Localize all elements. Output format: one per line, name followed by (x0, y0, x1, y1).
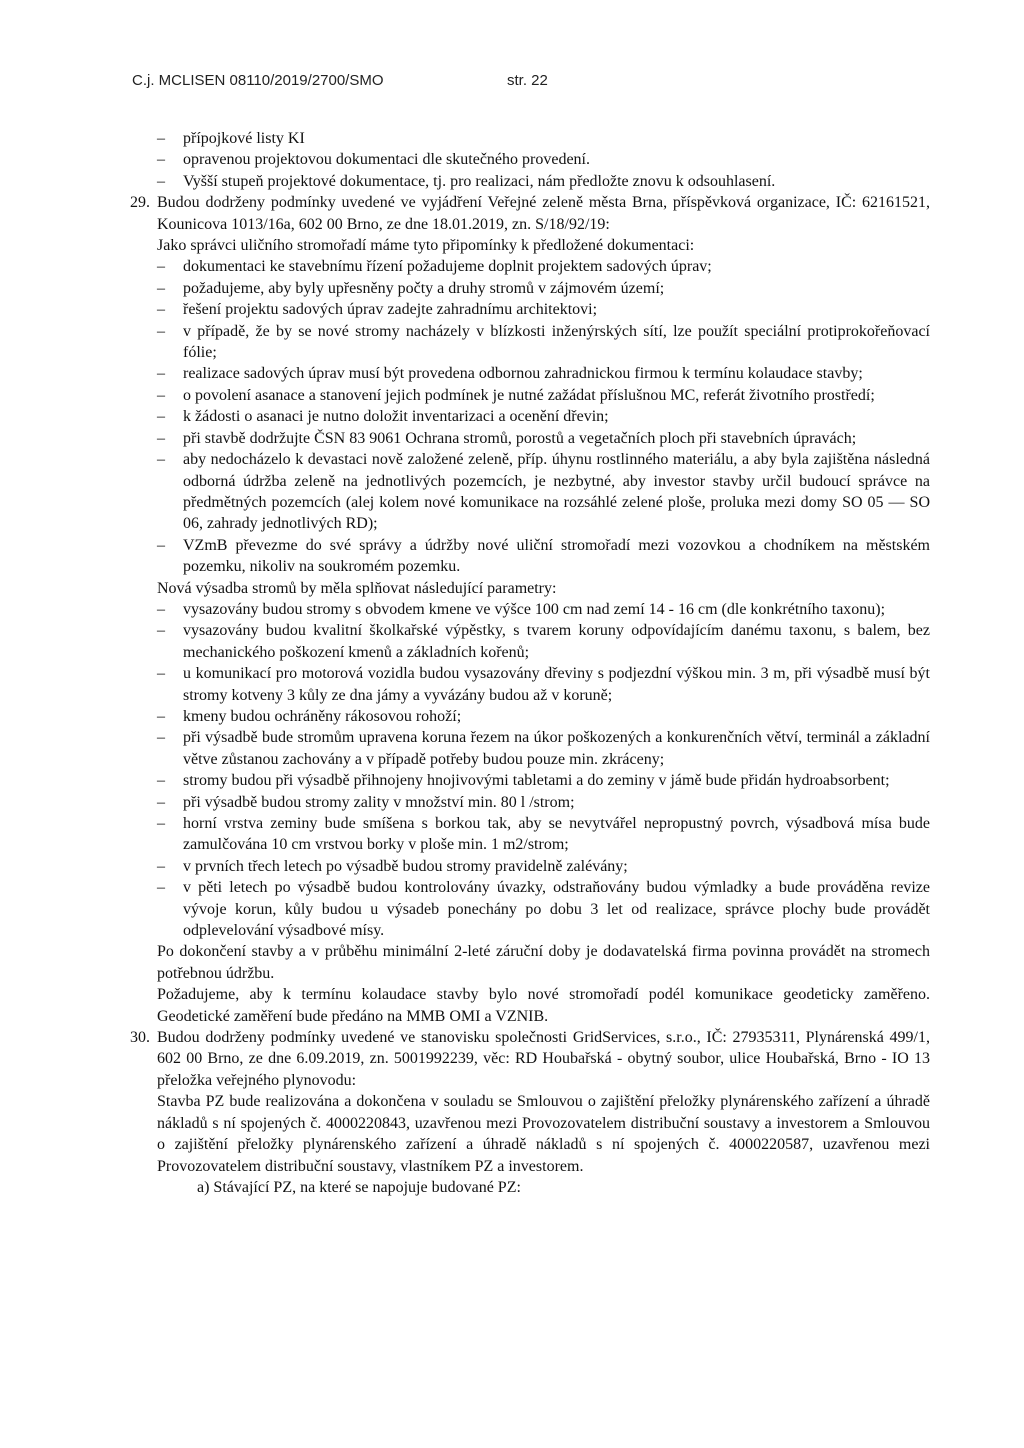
list-item: – aby nedocházelo k devastaci nově založené zeleně, příp. úhynu rostlinného materiálu, a aby byla zajištěna následná odborná údržba zeleně na jednotlivých pozemcích, je nezbytné, aby investor stavby určil budoucí správce na předmětných pozemcích (alej kolem nové komunikace na rozsáhlé zelené ploše, proluka mezi domy SO 05 — SO 06, zahrady jednotlivých RD); (130, 449, 930, 535)
list-item: – opravenou projektovou dokumentaci dle skutečného provedení. (130, 149, 930, 170)
paragraph: Nová výsadba stromů by měla splňovat následující parametry: (157, 579, 557, 597)
page-header (132, 72, 652, 90)
list-item: – řešení projektu sadových úprav zadejte zahradnímu architektovi; (130, 299, 930, 320)
list-item: – požadujeme, aby byly upřesněny počty a druhy stromů v zájmovém území; (130, 278, 930, 299)
numbered-item-30 (130, 1027, 930, 1198)
list-item: – horní vrstva zeminy bude smíšena s borkou tak, aby se nevytvářel nepropustný povrch, výsadbová mísa bude zamulčována 10 cm vrstvou borky v ploše min. 1 m2/strom; (130, 813, 930, 856)
list-item: – o povolení asanace a stanovení jejich podmínek je nutné zažádat příslušnou MC, referát životního prostředí; (130, 385, 930, 406)
item-intro: Budou dodrženy podmínky uvedené ve vyjádření Veřejné zeleně města Brna, příspěvková organizace, IČ: 62161521, Kounicova 1013/16a, 602 00 Brno, ze dne 18.01.2019, zn. S/18/92/19: (157, 194, 930, 233)
list-item: – při výsadbě bude stromům upravena koruna řezem na úkor poškozených a konkurenčních větví, terminál a základní větve zůstanou zachovány a v případě potřeby budou pouze min. zkráceny; (130, 727, 930, 770)
list-item: – stromy budou při výsadbě přihnojeny hnojivovými tabletami a do zeminy v jámě bude přidán hydroabsorbent; (130, 770, 930, 791)
list-item: – realizace sadových úprav musí být provedena odbornou zahradnickou firmou k termínu kolaudace stavby; (130, 363, 930, 384)
list-item: – VZmB převezme do své správy a údržby nové uliční stromořadí mezi vozovkou a chodníkem na městském pozemku, nikoliv na soukromém pozemku. (130, 535, 930, 578)
numbered-item-29 (130, 192, 930, 256)
list-item: – v prvních třech letech po výsadbě budou stromy pravidelně zalévány; (130, 856, 930, 877)
list-item: – přípojkové listy KI (130, 128, 930, 149)
list-item: – Vyšší stupeň projektové dokumentace, tj. pro realizaci, nám předložte znovu k odsouhlasení. (130, 171, 930, 192)
list-item: – v případě, že by se nové stromy nacházely v blízkosti inženýrských sítí, lze použít speciální protiprokořeňovací fólie; (130, 321, 930, 364)
list-item: – při stavbě dodržujte ČSN 83 9061 Ochrana stromů, porostů a vegetačních ploch při stavebních úpravách; (130, 428, 930, 449)
list-item: – vysazovány budou kvalitní školkařské výpěstky, s tvarem koruny odpovídajícím danému taxonu, s balem, bez mechanického poškození kmenů a základních kořenů; (130, 620, 930, 663)
sub-item-a: a) Stávající PZ, na které se napojuje budované PZ: (197, 1178, 521, 1196)
list-item: – kmeny budou ochráněny rákosovou rohoží; (130, 706, 930, 727)
page-number: str. 22 (507, 72, 548, 89)
item-lead: Jako správci uličního stromořadí máme tyto připomínky k předložené dokumentaci: (157, 237, 695, 255)
paragraph: Stavba PZ bude realizována a dokončena v souladu se Smlouvou o zajištění přeložky plynárenského zařízení a úhradě nákladů s ní spojených č. 4000220843, uzavřenou mezi Provozovatelem distribuční soustavy a investorem a Smlouvou o zajištění přeložky plynárenského zařízení a úhradě nákladů s ní spojených č. 4000220587, uzavřenou mezi Provozovatelem distribuční soustavy, vlastníkem PZ a investorem. (157, 1093, 930, 1175)
list-item: – v pěti letech po výsadbě budou kontrolovány úvazky, odstraňovány budou výmladky a bude prováděna revize vývoje korun, kůly budou u výsadeb ponechány po dobu 3 let od realizace, správce plochy bude provádět odplevelování výsadbové mísy. (130, 877, 930, 941)
paragraph: Po dokončení stavby a v průběhu minimální 2-leté záruční doby je dodavatelská firma povinna provádět na stromech potřebnou údržbu. (157, 943, 930, 982)
item-number: 29. (130, 194, 150, 212)
list-item: – vysazovány budou stromy s obvodem kmene ve výšce 100 cm nad zemí 14 - 16 cm (dle konkrétního taxonu); (130, 599, 930, 620)
list-item: – k žádosti o asanaci je nutno doložit inventarizaci a ocenění dřevin; (130, 406, 930, 427)
paragraph: Požadujeme, aby k termínu kolaudace stavby bylo nové stromořadí podél komunikace geodeticky zaměřeno. Geodetické zaměření bude předáno na MMB OMI a VZNIB. (157, 986, 930, 1025)
list-item: – při výsadbě budou stromy zality v množství min. 80 l /strom; (130, 792, 930, 813)
item-number: 30. (130, 1029, 150, 1047)
list-item: – u komunikací pro motorová vozidla budou vysazovány dřeviny s podjezdní výškou min. 3 m, při výsadbě musí být stromy kotveny 3 kůly ze dna jámy a vyvázány budou až v koruně; (130, 663, 930, 706)
item-intro: Budou dodrženy podmínky uvedené ve stanovisku společnosti GridServices, s.r.o., IČ: 27935311, Plynárenská 499/1, 602 00 Brno, ze dne 6.09.2019, zn. 5001992239, věc: RD Houbařská - obytný soubor, ulice Houbařská, Brno - IO 13 přeložka veřejného plynovodu: (157, 1029, 930, 1089)
document-body (130, 128, 930, 1198)
list-item: – dokumentaci ke stavebnímu řízení požadujeme doplnit projektem sadových úprav; (130, 256, 930, 277)
reference-number: C.j. MCLISEN 08110/2019/2700/SMO (132, 72, 384, 89)
